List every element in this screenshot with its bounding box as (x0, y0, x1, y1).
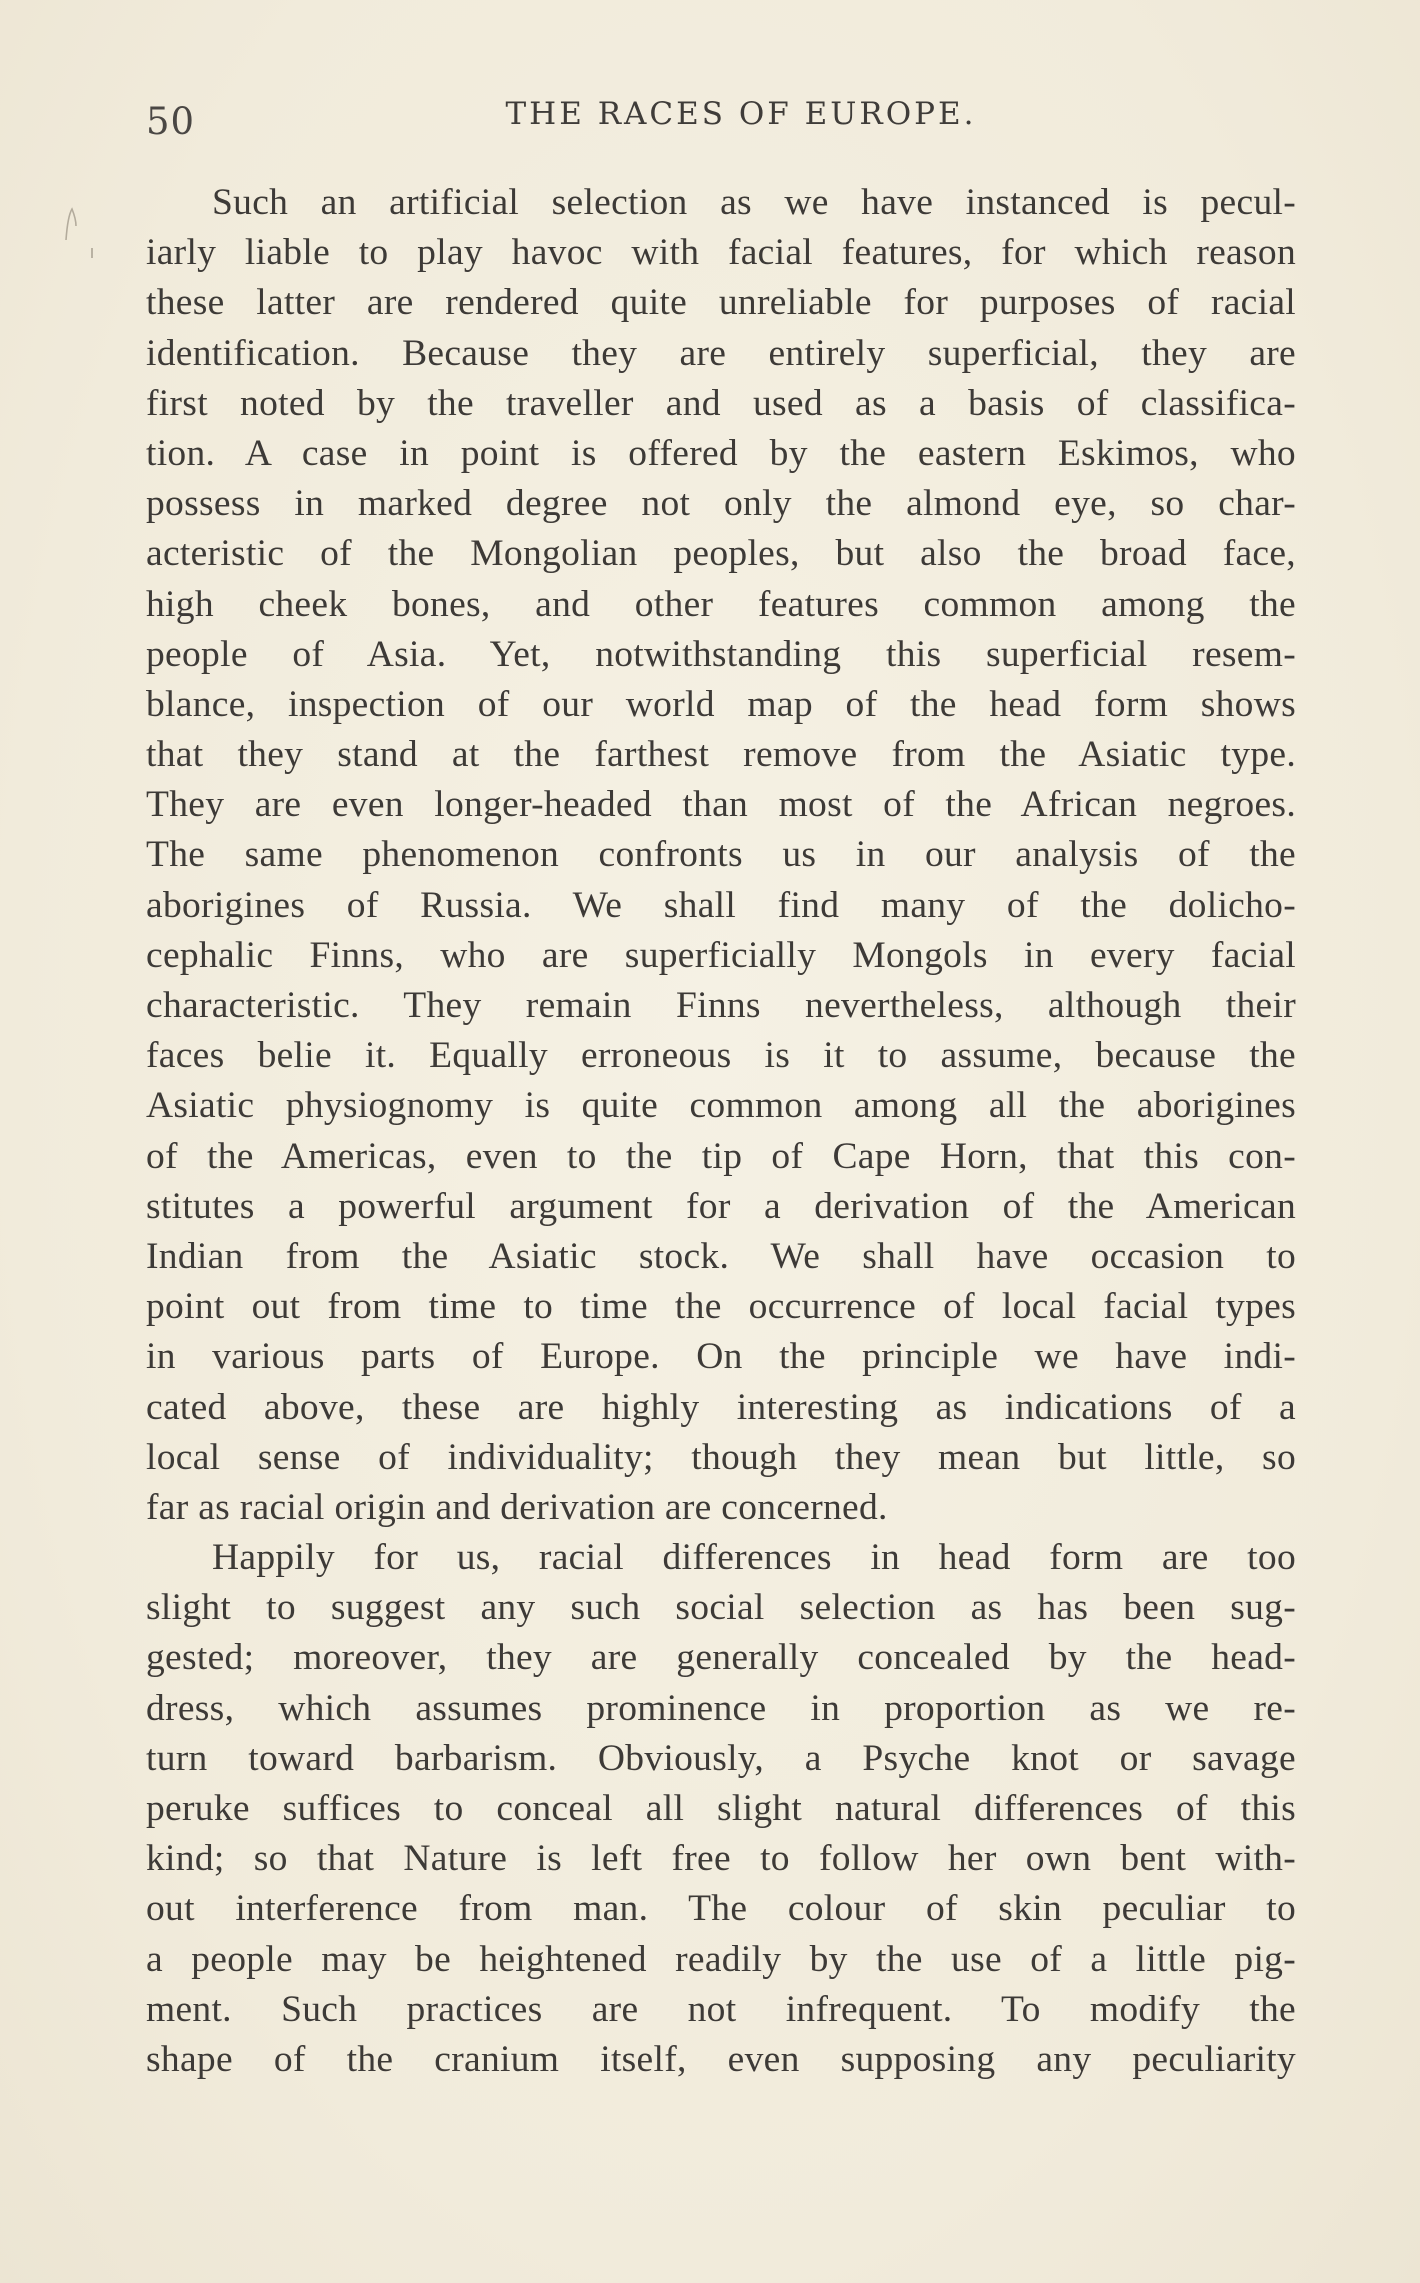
text-line: cephalic Finns, who are superficially Mongols in every facial (146, 934, 1296, 976)
text-line: stitutes a powerful argument for a derivation of the American (146, 1185, 1296, 1227)
text-line: characteristic. They remain Finns nevertheless, although their (146, 985, 1296, 1026)
text-line: tion. A case in point is offered by the eastern Eskimos, who (146, 432, 1296, 474)
pencil-margin-tick (91, 248, 93, 258)
text-line: The same phenomenon confronts us in our analysis of the (146, 834, 1296, 876)
text-line: far as racial origin and derivation are concerned. (146, 1486, 888, 1528)
text-line: ment. Such practices are not infrequent. To modify the (146, 1988, 1296, 2030)
text-line: Such an artificial selection as we have instanced is pecul- (212, 182, 1296, 223)
text-line: high cheek bones, and other features common among the (146, 583, 1296, 625)
text-line: out interference from man. The colour of skin peculiar to (146, 1888, 1296, 1930)
text-line: dress, which assumes prominence in proportion as we re- (146, 1687, 1296, 1729)
text-line: in various parts of Europe. On the principle we have indi- (146, 1336, 1296, 1378)
text-line: possess in marked degree not only the almond eye, so char- (146, 483, 1296, 525)
text-line: They are even longer-headed than most of the African negroes. (146, 784, 1296, 826)
text-line: a people may be heightened readily by the use of a little pig- (146, 1938, 1296, 1980)
page-header (146, 92, 1296, 143)
text-line: local sense of individuality; though they mean but little, so (146, 1436, 1296, 1478)
text-line: point out from time to time the occurrence of local facial types (146, 1286, 1296, 1328)
text-line: peruke suffices to conceal all slight natural differences of this (146, 1788, 1296, 1829)
text-line: first noted by the traveller and used as a basis of classifica- (146, 382, 1296, 424)
text-line: Asiatic physiognomy is quite common among all the aborigines (146, 1085, 1296, 1127)
text-line: Happily for us, racial differences in head form are too (212, 1537, 1296, 1579)
running-title: THE RACES OF EUROPE. (505, 96, 977, 132)
text-line: iarly liable to play havoc with facial features, for which reason (146, 232, 1296, 274)
text-line: these latter are rendered quite unreliable for purposes of racial (146, 282, 1296, 324)
pencil-margin-mark (64, 206, 78, 242)
text-line: faces belie it. Equally erroneous is it to assume, because the (146, 1035, 1296, 1077)
text-line: cated above, these are highly interesting as indications of a (146, 1386, 1296, 1428)
text-line: shape of the cranium itself, even supposing any peculiarity (146, 2038, 1296, 2080)
text-line: that they stand at the farthest remove from the Asiatic type. (146, 734, 1296, 776)
text-line: gested; moreover, they are generally concealed by the head- (146, 1637, 1296, 1679)
text-line: of the Americas, even to the tip of Cape Horn, that this con- (146, 1135, 1296, 1177)
text-line: kind; so that Nature is left free to follow her own bent with- (146, 1838, 1296, 1880)
text-line: acteristic of the Mongolian peoples, but also the broad face, (146, 533, 1296, 575)
text-line: slight to suggest any such social selection as has been sug- (146, 1587, 1296, 1629)
text-line: turn toward barbarism. Obviously, a Psyche knot or savage (146, 1737, 1296, 1779)
text-line: people of Asia. Yet, notwithstanding this superficial resem- (146, 633, 1296, 675)
text-line: identification. Because they are entirely superficial, they are (146, 332, 1296, 374)
page-number: 50 (146, 100, 196, 143)
body-text (146, 178, 1296, 2085)
text-line: aborigines of Russia. We shall find many of the dolicho- (146, 884, 1296, 926)
text-line: Indian from the Asiatic stock. We shall have occasion to (146, 1235, 1296, 1277)
text-line: blance, inspection of our world map of the head form shows (146, 683, 1296, 725)
